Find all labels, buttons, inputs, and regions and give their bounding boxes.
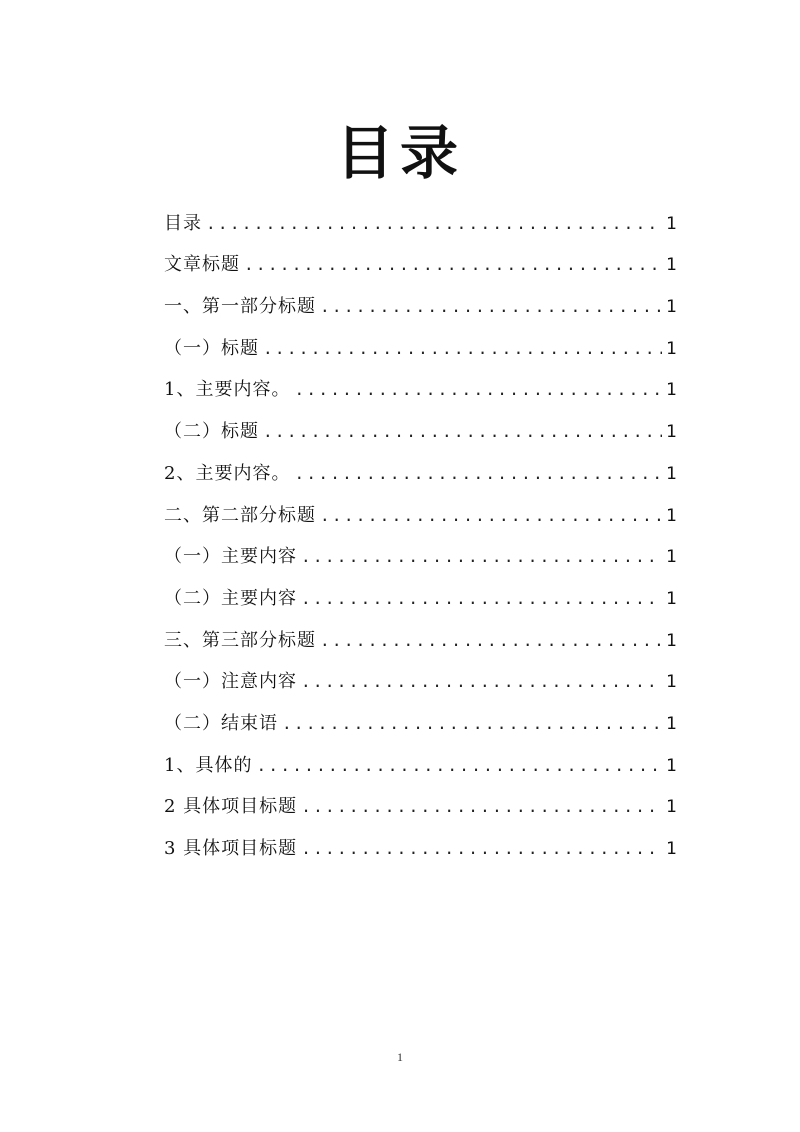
toc-page-number: 1 xyxy=(666,672,678,693)
toc-entry-text: 二、第二部分标题 xyxy=(164,504,316,526)
toc-entry[interactable] xyxy=(164,284,678,326)
toc-page-number: 1 xyxy=(666,255,678,276)
toc-entry-text: 1、具体的 xyxy=(164,754,253,776)
toc-entry-text: （一）主要内容 xyxy=(164,546,297,568)
toc-page-number: 1 xyxy=(666,797,678,818)
dot-leader xyxy=(320,630,662,660)
toc-page-number: 1 xyxy=(666,588,678,609)
toc-entry-text: 3 具体项目标题 xyxy=(164,838,298,859)
table-of-contents xyxy=(164,201,678,868)
toc-page-number: 1 xyxy=(666,338,678,359)
dot-leader xyxy=(263,338,662,368)
toc-entry-text: （二）标题 xyxy=(164,421,259,443)
toc-entry[interactable] xyxy=(164,701,678,743)
toc-entry-text: 2、主要内容。 xyxy=(164,462,291,484)
toc-entry[interactable] xyxy=(164,535,678,577)
dot-leader xyxy=(263,421,662,451)
toc-page-number: 1 xyxy=(666,630,678,651)
toc-entry[interactable] xyxy=(164,660,678,702)
toc-entry[interactable] xyxy=(164,243,678,285)
toc-entry[interactable] xyxy=(164,409,678,451)
toc-entry-text: 三、第三部分标题 xyxy=(164,629,316,651)
dot-leader xyxy=(301,671,662,701)
toc-entry[interactable] xyxy=(164,326,678,368)
page-title: 目录 xyxy=(335,119,464,187)
toc-page-number: 1 xyxy=(666,713,678,734)
toc-page-number: 1 xyxy=(666,380,678,401)
toc-entry[interactable] xyxy=(164,743,678,785)
toc-page-number: 1 xyxy=(666,213,678,234)
toc-entry-text: 2 具体项目标题 xyxy=(164,796,298,818)
toc-page-number: 1 xyxy=(666,755,678,776)
dot-leader xyxy=(282,713,662,743)
dot-leader xyxy=(301,588,662,618)
toc-entry[interactable] xyxy=(164,451,678,493)
toc-entry-text: 目录 xyxy=(164,212,202,234)
toc-entry[interactable] xyxy=(164,618,678,660)
toc-entry-text: （一）标题 xyxy=(164,337,259,359)
dot-leader xyxy=(301,546,662,576)
dot-leader xyxy=(294,463,662,493)
toc-page-number: 1 xyxy=(666,422,678,443)
toc-entry[interactable] xyxy=(164,576,678,618)
dot-leader xyxy=(256,755,662,785)
dot-leader xyxy=(294,379,662,409)
toc-page-number: 1 xyxy=(666,297,678,318)
dot-leader xyxy=(320,505,662,535)
toc-entry-text: 一、第一部分标题 xyxy=(164,296,316,318)
toc-entry-text: （一）注意内容 xyxy=(164,671,297,693)
toc-entry-text: 文章标题 xyxy=(164,254,240,276)
toc-entry[interactable] xyxy=(164,201,678,243)
dot-leader xyxy=(244,254,662,284)
toc-page-number: 1 xyxy=(666,463,678,484)
page-number: 1 xyxy=(397,1050,403,1064)
toc-page-number: 1 xyxy=(666,505,678,526)
toc-entry-text: （二）结束语 xyxy=(164,712,278,734)
dot-leader xyxy=(301,796,662,826)
toc-entry[interactable] xyxy=(164,785,678,827)
toc-entry-text: （二）主要内容 xyxy=(164,587,297,609)
toc-page-number: 1 xyxy=(666,839,678,859)
toc-entry[interactable] xyxy=(164,493,678,535)
toc-page-number: 1 xyxy=(666,547,678,568)
toc-entry[interactable] xyxy=(164,826,678,868)
dot-leader xyxy=(320,296,662,326)
dot-leader xyxy=(301,838,662,868)
dot-leader xyxy=(206,213,662,243)
toc-entry[interactable] xyxy=(164,368,678,410)
toc-entry-text: 1、主要内容。 xyxy=(164,379,291,401)
